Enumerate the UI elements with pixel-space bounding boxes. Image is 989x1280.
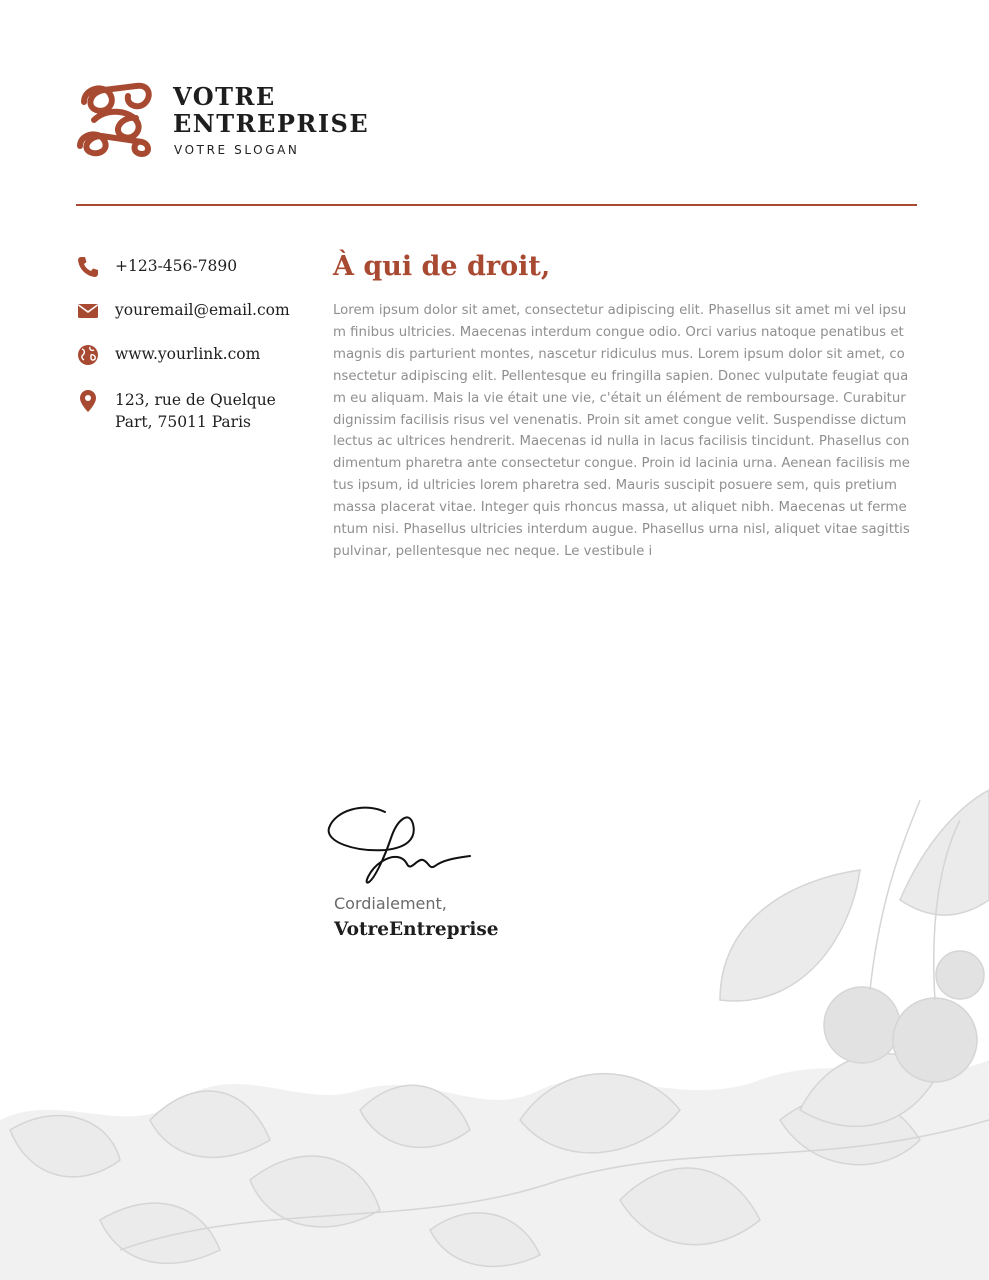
website-link: www.yourlink.com [115, 345, 261, 363]
loop-knot-logo-icon [76, 80, 156, 160]
letter-body: Lorem ipsum dolor sit amet, consectetur adipiscing elit. Phasellus sit amet mi vel ipsum finibus ultricies. Maecenas interdum congue odio. Orci varius natoque penatibus et magnis dis parturient montes, nascetur ridiculus mus. Lorem ipsum dolor sit amet, consectetur adipiscing elit. Pellentesque eu fringilla sapien. Donec vulputate feugiat quam eu aliquam. Mais la vie était une vie, c'était un élément de remboursage. Curabitur dignissim facilisis risus vel venenatis. Proin sit amet congue velit. Suspendisse dictum lectus ac ultrices hendrerit. Maecenas id nulla in lacus facilisis tincidunt. Phasellus condimentum pharetra ante consectetur congue. Proin id lacinia urna. Aenean facilisis metus ipsum, id ultricies lorem pharetra sed. Mauris suscipit posuere sem, quis pretium massa placerat vitae. Integer quis rhoncus massa, ut aliquet nibh. Maecenas ut fermentum nisi. Phasellus ultricies interdum augue. Phasellus urna nisl, aliquet vitae sagittis pulvinar, pellentesque nec neque. Le vestibule i [333, 303, 910, 559]
contact-address[interactable] [76, 389, 316, 433]
email-address: youremail@email.com [115, 301, 290, 319]
contact-email[interactable] [76, 299, 316, 323]
contact-phone[interactable] [76, 255, 316, 279]
letter-closing: Cordialement, [334, 894, 447, 913]
letter-greeting: À qui de droit, [333, 251, 551, 282]
globe-icon [76, 343, 100, 367]
map-pin-icon [76, 389, 100, 413]
phone-number: +123-456-7890 [115, 257, 238, 275]
handwritten-signature [325, 800, 475, 890]
company-name: VOTRE ENTREPRISE [173, 82, 370, 138]
postal-address: 123, rue de Quelque Part, 75011 Paris [115, 391, 276, 431]
envelope-icon [76, 299, 100, 323]
phone-icon [76, 255, 100, 279]
contact-website[interactable] [76, 343, 316, 367]
sender-name: VotreEntreprise [334, 919, 499, 940]
company-slogan: VOTRE SLOGAN [174, 143, 300, 157]
header-divider [76, 204, 917, 206]
